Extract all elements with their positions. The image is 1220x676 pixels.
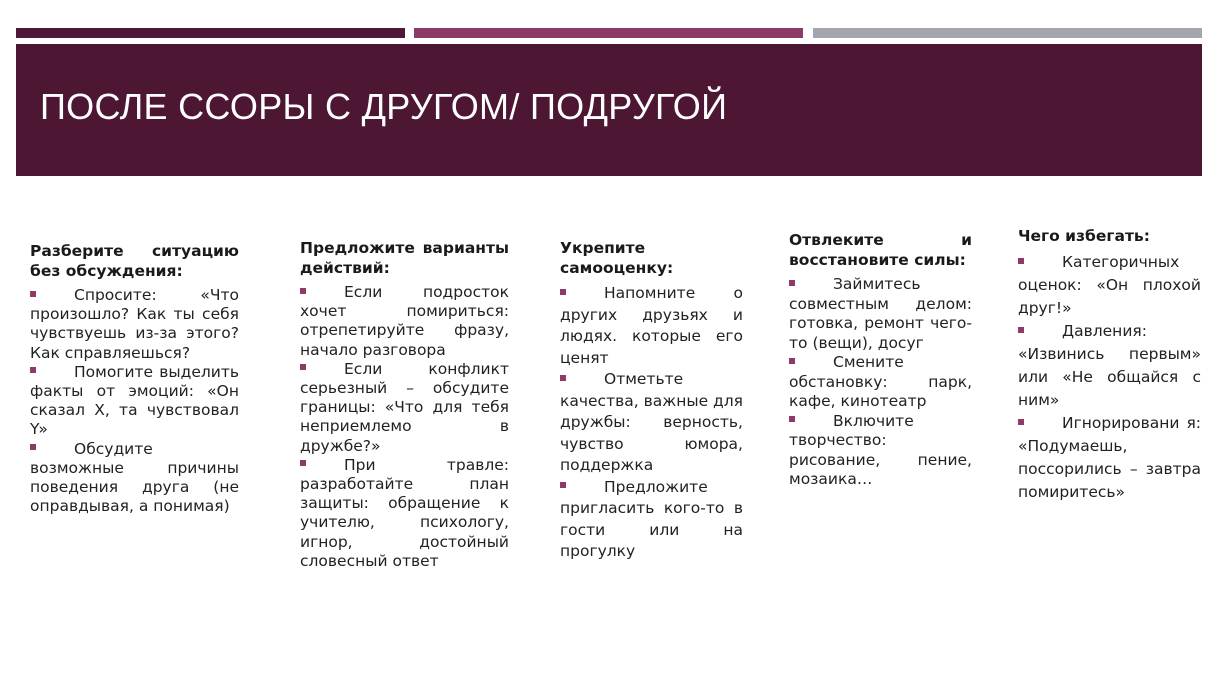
column-heading: Чего избегать:	[1018, 227, 1150, 245]
list-item: Займитесь совместным делом: готовка, ремонт чего-то (вещи), досуг	[789, 275, 972, 352]
list-item: Категоричных оценок: «Он плохой друг!»	[1018, 253, 1201, 317]
list-item: Спросите: «Что произошло? Как ты себя чувствуешь из-за этого? Как справляешься?	[30, 286, 239, 362]
bullet-list	[300, 283, 509, 571]
list-item: При травле: разработайте план защиты: обращение к учителю, психологу, игнор, достойный словесный ответ	[300, 455, 509, 570]
column-avoid	[1018, 226, 1201, 504]
square-bullet-icon	[30, 367, 36, 373]
column-analyze	[30, 241, 239, 516]
slide-title: ПОСЛЕ ССОРЫ С ДРУГОМ/ ПОДРУГОЙ	[40, 86, 728, 127]
bullet-list	[1018, 251, 1201, 504]
column-actions	[300, 238, 509, 571]
column-heading: Укрепите самооценку:	[560, 239, 674, 277]
list-item: Игнорировани я: «Подумаешь, поссорились – завтра помиритесь»	[1018, 414, 1201, 501]
list-item: Отметьте качества, важные для дружбы: верность, чувство юмора, поддержка	[560, 370, 743, 474]
column-heading: Разберите ситуацию без обсуждения:	[30, 242, 239, 280]
square-bullet-icon	[1018, 419, 1024, 425]
square-bullet-icon	[789, 358, 795, 364]
square-bullet-icon	[560, 375, 566, 381]
square-bullet-icon	[1018, 258, 1024, 264]
square-bullet-icon	[560, 289, 566, 295]
accent-bar-dark	[16, 28, 405, 38]
accent-bar-gray	[813, 28, 1202, 38]
list-item: Если подросток хочет помириться: отрепетируйте фразу, начало разговора	[300, 283, 509, 359]
square-bullet-icon	[1018, 327, 1024, 333]
column-heading: Предложите варианты действий:	[300, 239, 509, 277]
list-item: Смените обстановку: парк, кафе, кинотеатр	[789, 353, 972, 410]
list-item: Давления: «Извинись первым» или «Не общайся с ним»	[1018, 322, 1201, 409]
bullet-list	[560, 283, 743, 563]
square-bullet-icon	[30, 291, 36, 297]
list-item: Обсудите возможные причины поведения друга (не оправдывая, а понимая)	[30, 439, 239, 516]
column-heading: Отвлеките и восстановите силы:	[789, 231, 972, 269]
list-item: Напомните о других друзьях и людях. которые его ценят	[560, 284, 743, 367]
column-recover	[789, 230, 972, 490]
square-bullet-icon	[30, 444, 36, 450]
square-bullet-icon	[300, 288, 306, 294]
square-bullet-icon	[300, 460, 306, 466]
title-banner	[16, 44, 1202, 176]
square-bullet-icon	[300, 364, 306, 370]
column-self-esteem	[560, 238, 743, 563]
bullet-list	[789, 275, 972, 490]
square-bullet-icon	[560, 482, 566, 488]
square-bullet-icon	[789, 416, 795, 422]
bullet-list	[30, 286, 239, 516]
list-item: Помогите выделить факты от эмоций: «Он сказал X, та чувствовал Y»	[30, 362, 239, 439]
square-bullet-icon	[789, 280, 795, 286]
list-item: Если конфликт серьезный – обсудите границы: «Что для тебя неприемлемо в дружбе?»	[300, 359, 509, 455]
list-item: Включите творчество: рисование, пение, мозаика…	[789, 411, 972, 488]
list-item: Предложите пригласить кого-то в гости или на прогулку	[560, 477, 743, 560]
accent-bar-magenta	[414, 28, 803, 38]
